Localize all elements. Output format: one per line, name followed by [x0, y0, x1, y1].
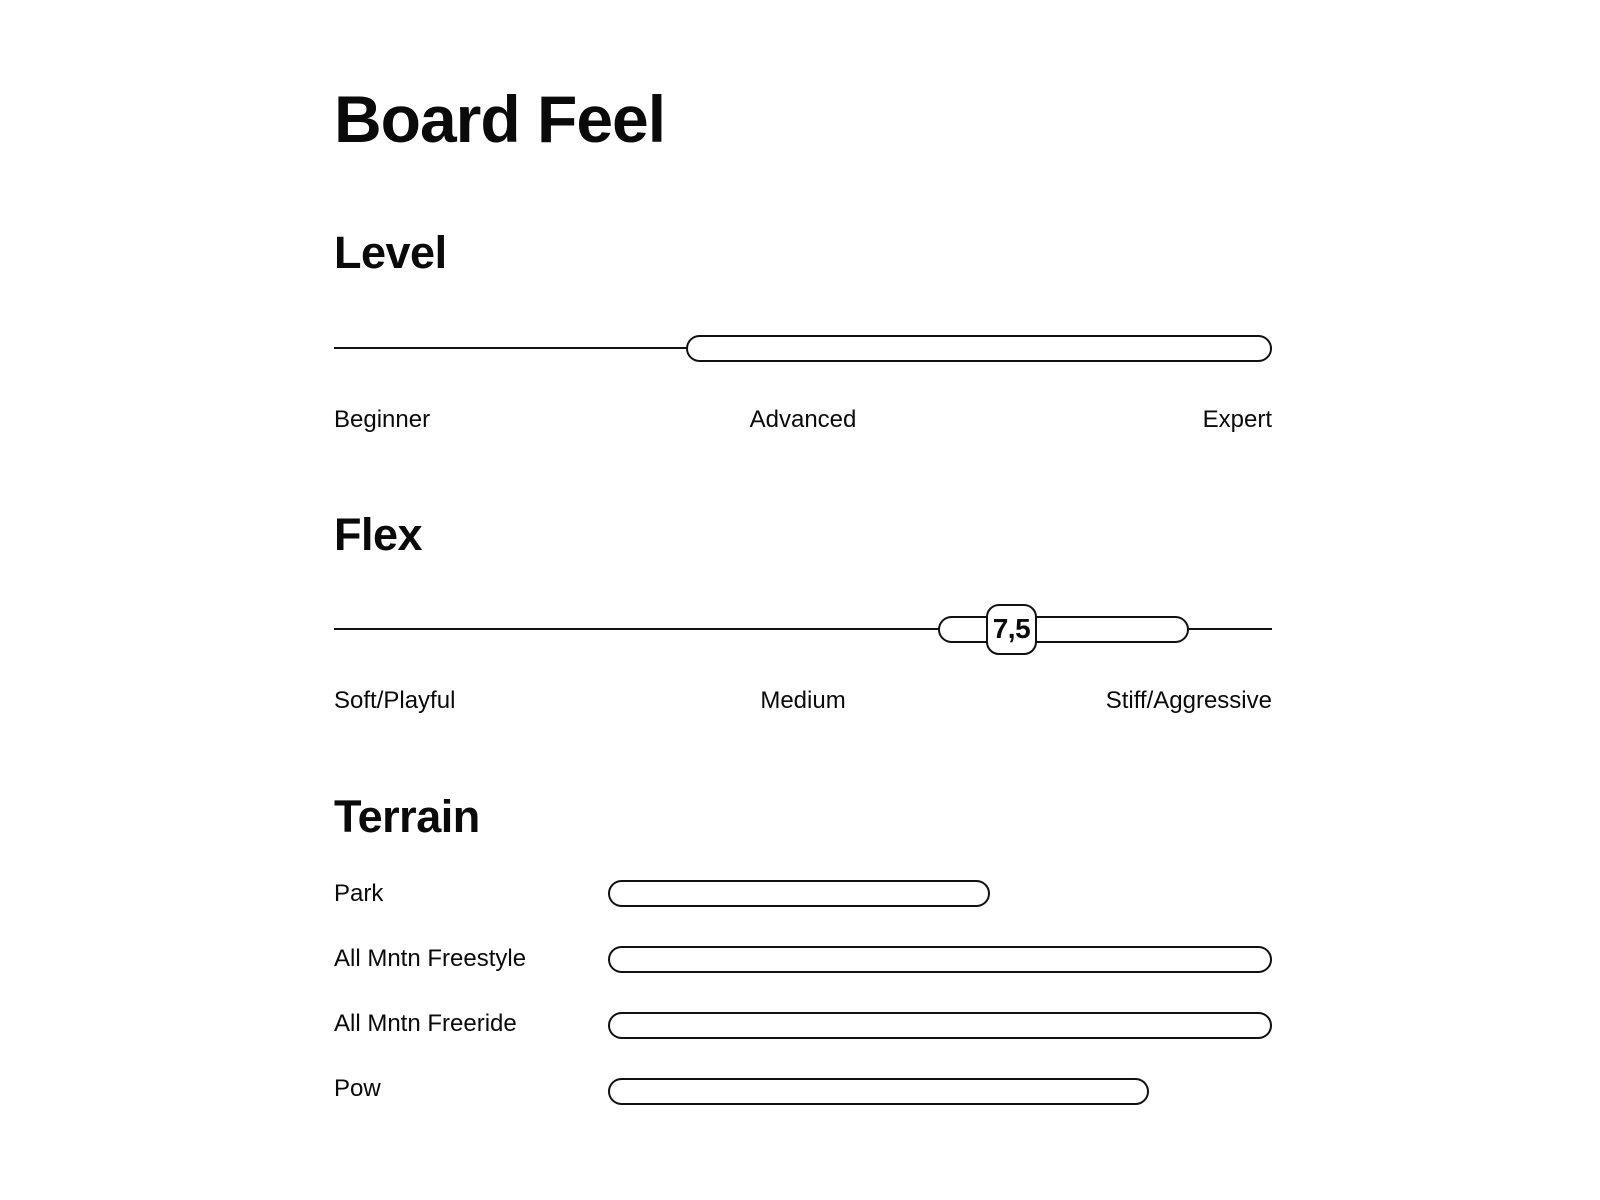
flex-label-soft: Soft/Playful — [334, 687, 456, 714]
terrain-bar-all-mntn-freeride — [608, 1012, 1272, 1039]
level-range-bar[interactable] — [686, 335, 1272, 362]
page-title: Board Feel — [334, 82, 666, 156]
level-label-beginner: Beginner — [334, 406, 431, 433]
terrain-bar-pow — [608, 1078, 1149, 1105]
level-label-expert: Expert — [1202, 406, 1272, 433]
terrain-label-pow: Pow — [334, 1075, 381, 1102]
terrain-label-all-mntn-freestyle: All Mntn Freestyle — [334, 945, 527, 972]
terrain-bar-all-mntn-freestyle — [608, 946, 1272, 973]
flex-value-handle[interactable] — [986, 604, 1037, 655]
level-label-advanced: Advanced — [749, 406, 857, 433]
flex-label-medium: Medium — [760, 687, 846, 714]
terrain-label-all-mntn-freeride: All Mntn Freeride — [334, 1010, 517, 1037]
terrain-section-title: Terrain — [334, 791, 480, 842]
terrain-label-park: Park — [334, 880, 384, 907]
flex-label-stiff: Stiff/Aggressive — [1105, 687, 1272, 714]
flex-range-bar[interactable] — [938, 616, 1188, 643]
terrain-bar-park — [608, 880, 990, 907]
level-section-title: Level — [334, 227, 447, 278]
flex-section-title: Flex — [334, 509, 423, 560]
flex-value-label: 7,5 — [992, 613, 1031, 644]
